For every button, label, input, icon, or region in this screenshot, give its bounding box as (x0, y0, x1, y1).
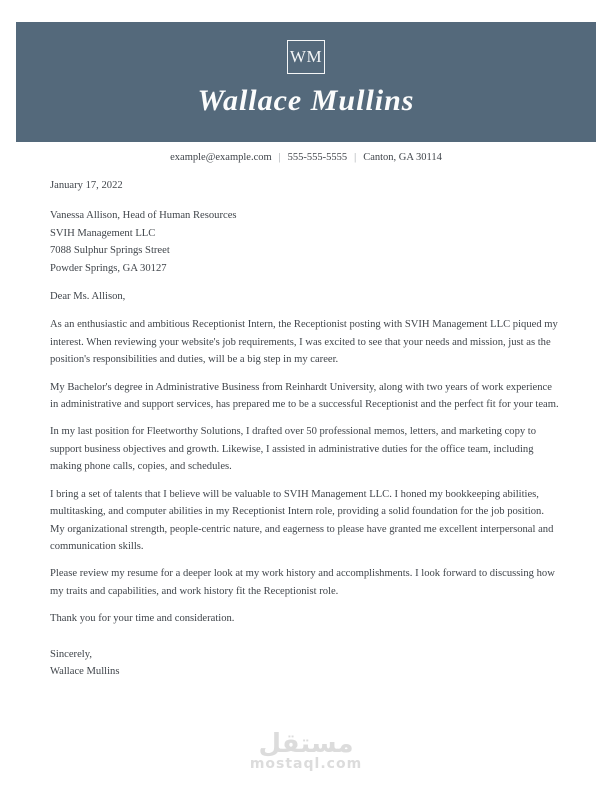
signature-name: Wallace Mullins (50, 665, 120, 677)
body-paragraph: My Bachelor's degree in Administrative Business from Reinhardt University, along with two years of work experience in administrative and support services, has prepared me to be a successful Receptionist and the perfect fit for your team. (50, 381, 559, 411)
contact-email: example@example.com (170, 152, 272, 163)
recipient-block (50, 207, 560, 277)
closing-block (50, 646, 560, 681)
contact-line (0, 152, 612, 163)
contact-separator: | (354, 152, 357, 163)
body-paragraph: I bring a set of talents that I believe will be valuable to SVIH Management LLC. I honed my bookkeeping abilities, multitasking, and computer abilities in my Receptionist Intern role, providing a solid foundation for the job position. My organizational strength, people-centric nature, and eagerness to please have granted me excellent interpersonal and communication skills. (50, 488, 554, 552)
letter-body (50, 177, 560, 680)
watermark (0, 731, 612, 772)
letter-date: January 17, 2022 (50, 180, 123, 191)
recipient-line: Powder Springs, GA 30127 (50, 262, 167, 274)
body-paragraph: In my last position for Fleetworthy Solutions, I drafted over 50 professional memos, letters, and marketing copy to support business objectives and growth. Likewise, I assisted in administrative duties for the office team, including making phone calls, copies, and schedules. (50, 426, 537, 473)
body-paragraph: Thank you for your time and consideration. (50, 613, 235, 625)
closing: Sincerely, (50, 648, 92, 660)
watermark-arabic-logo: مستقل (258, 729, 354, 759)
monogram-box (287, 40, 325, 74)
salutation: Dear Ms. Allison, (50, 291, 126, 303)
recipient-line: Vanessa Allison, Head of Human Resources (50, 210, 237, 222)
body-paragraph: As an enthusiastic and ambitious Receptionist Intern, the Receptionist posting with SVIH Management LLC piqued my interest. When reviewing your website's job requirements, I was excited to see that your needs and mission, just as the position's responsibilities and duties, will be a big step in my career. (50, 319, 558, 366)
page-title: Wallace Mullins (197, 84, 415, 117)
monogram-initials: WM (289, 47, 323, 66)
watermark-site-text: mostaql.com (249, 756, 363, 772)
contact-separator: | (278, 152, 281, 163)
recipient-line: 7088 Sulphur Springs Street (50, 245, 170, 257)
header-band (16, 22, 596, 142)
recipient-line: SVIH Management LLC (50, 227, 156, 239)
contact-location: Canton, GA 30114 (363, 152, 442, 163)
contact-phone: 555-555-5555 (287, 152, 348, 163)
body-paragraph: Please review my resume for a deeper look at my work history and accomplishments. I look forward to discussing how my traits and capabilities, and work history fit the Receptionist role. (50, 568, 555, 597)
